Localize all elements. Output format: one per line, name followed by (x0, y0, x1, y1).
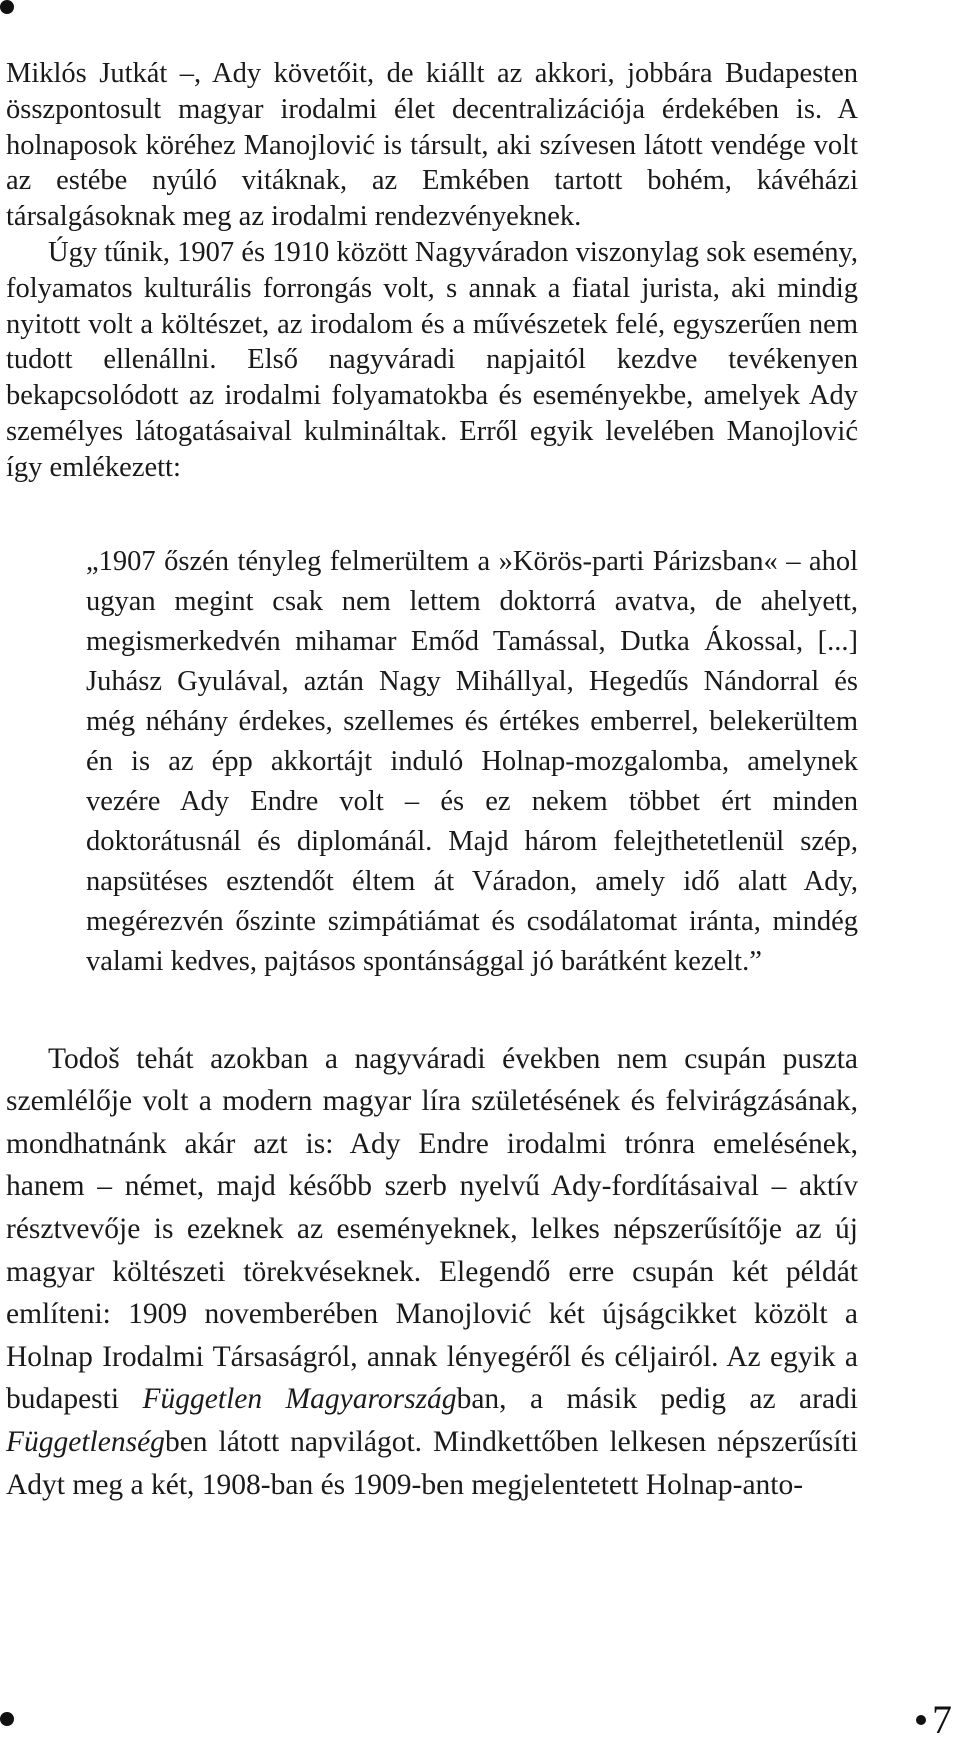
page-number: 7 (932, 1697, 952, 1742)
paragraph-3-part-b: ban, a másik pedig az aradi (456, 1383, 859, 1416)
page-footer (916, 1696, 952, 1743)
paragraph-3-part-c: ben látott napvilágot. Mindkettőben lelkesen népszerűsíti Adyt meg a két, 1908-ban és 1909-ben megjelentetett Holnap-anto- (6, 1425, 858, 1501)
quote-text: „1907 őszén tényleg felmerültem a »Körös-parti Párizsban« – ahol ugyan megint csak nem lettem doktorrá avatva, de ahelyett, megismerkedvén mihamar Emőd Tamással, Dutka Ákossal, [...] Juhász Gyulával, aztán Nagy Mihállyal, Hegedűs Nándorral és még néhány érdekes, szellemes és értékes emberrel, belekerültem én is az épp akkortájt induló Holnap-mozgalomba, amelynek vezére Ady Endre volt – és ez nekem többet ért minden doktorátusnál és diplománál. Majd három felejthetetlenül szép, napsütéses esztendőt éltem át Váradon, amely idő alatt Ady, megérezvén őszinte szimpátiámat és csodálatomat iránta, mindég valami kedves, pajtásos spontánsággal jó barátként kezelt.” (86, 545, 858, 977)
page-body (6, 56, 858, 1506)
page-number-bullet (916, 1715, 926, 1725)
paragraph-2: Úgy tűnik, 1907 és 1910 között Nagyváradon viszonylag sok esemény, folyamatos kulturális forrongás volt, s annak a fiatal jurista, aki mindig nyitott volt a költészet, az irodalom és a művészetek felé, egyszerűen nem tudott ellenállni. Első nagyváradi napjaitól kezdve tevékenyen bekapcsolódott az irodalmi folyamatokba és eseményekbe, amelyek Ady személyes látogatásaival kulmináltak. Erről egyik levelében Manojlović így emlékezett: (6, 236, 858, 483)
paragraph-3-part-a: Todoš tehát azokban a nagyváradi években nem csupán puszta szemlélője volt a modern magyar líra születésének és felvirágzásának, mondhatnánk akár azt is: Ady Endre irodalmi trónra emelésének, hanem – német, majd később szerb nyelvű Ady-fordításaival – aktív résztvevője is ezeknek az eseményeknek, lelkes népszerűsítője az új magyar költészeti törekvéseknek. Elegendő erre csupán két példát említeni: 1909 novemberében Manojlović két újságcikket közölt a Holnap Irodalmi Társaságról, annak lényegéről és céljairól. Az egyik a budapesti (6, 1042, 858, 1416)
decorative-bullet-bottom (0, 1712, 14, 1726)
paragraph-1: Miklós Jutkát –, Ady követőit, de kiállt az akkori, jobbára Budapesten összpontosult magyar irodalmi élet decentralizációja érdekében is. A holnaposok köréhez Manojlović is társult, aki szívesen látott vendége volt az estébe nyúló vitáknak, az Emkében tartott bohém, kávéházi társalgásoknak meg az irodalmi rendezvényeknek. (6, 58, 858, 233)
paragraph-3 (6, 1038, 858, 1507)
block-quote (6, 542, 858, 982)
paragraph-3-title-1: Független Magyarország (142, 1383, 457, 1416)
decorative-bullet-top (0, 0, 14, 14)
paragraph-3-title-2: Függetlenség (6, 1425, 165, 1458)
